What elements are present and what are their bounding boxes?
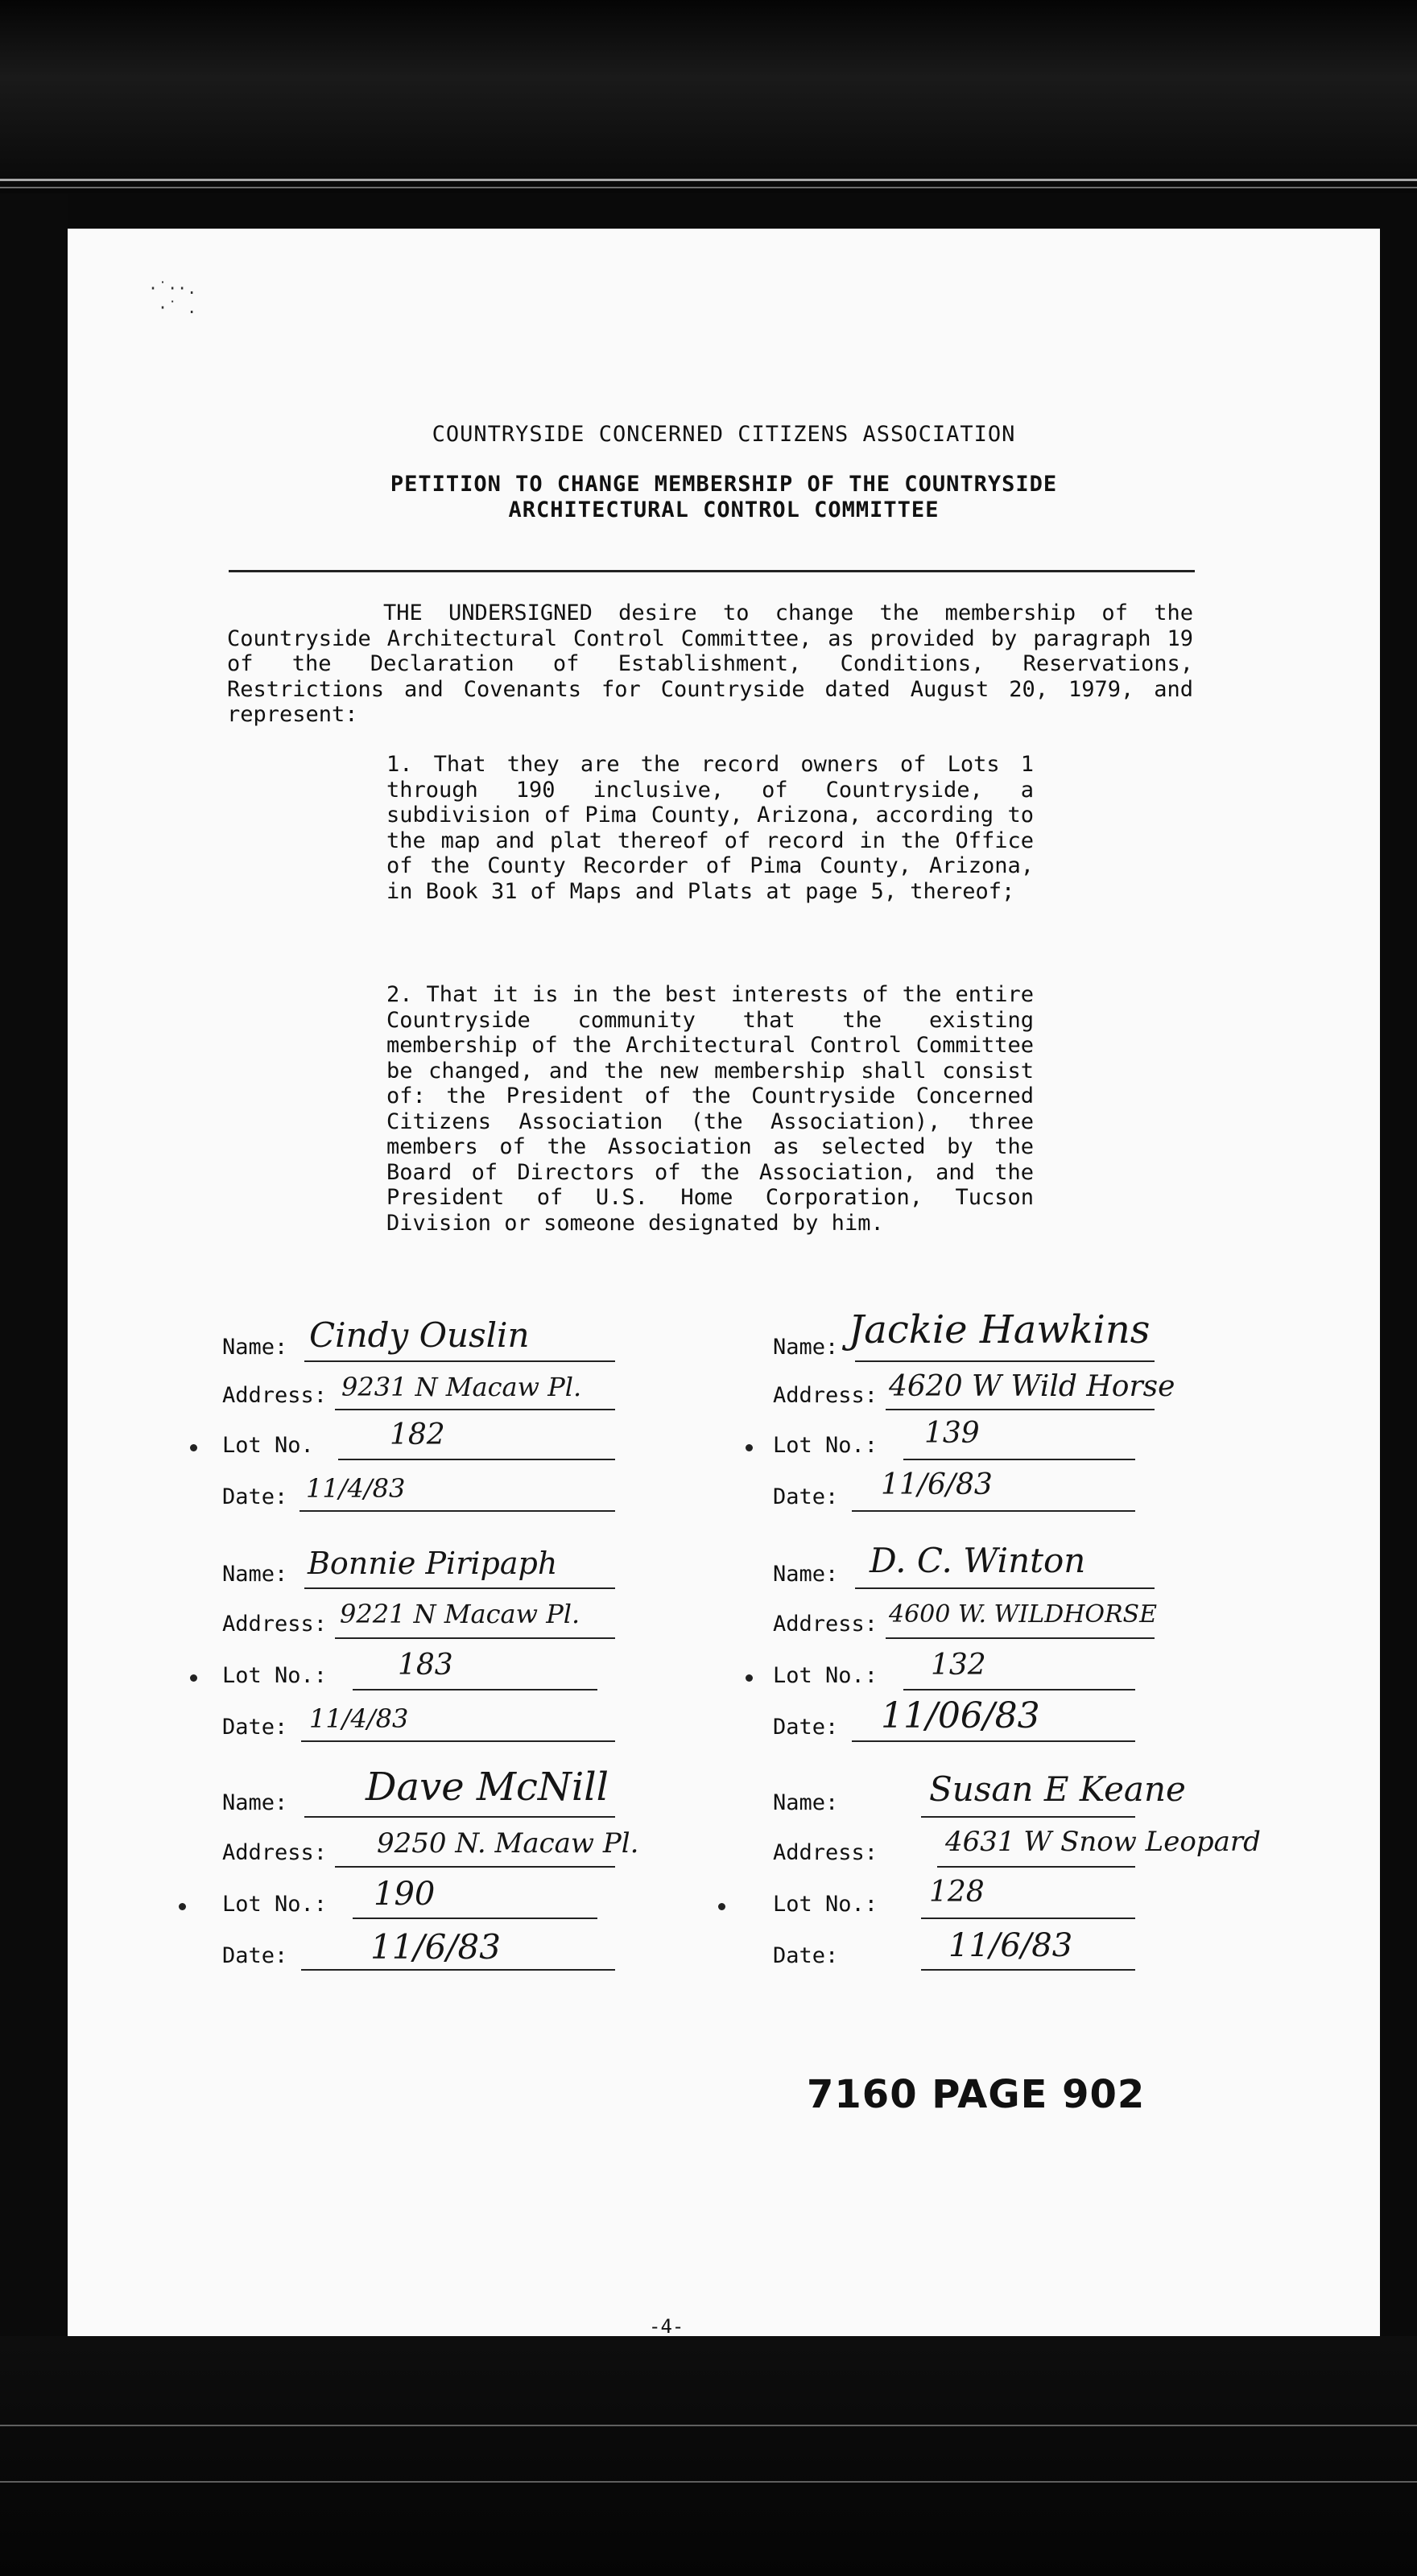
date-label: Date:: [222, 1715, 288, 1740]
date-value: 11/4/83: [306, 1473, 406, 1504]
date-line: [921, 1969, 1135, 1971]
date-label: Date:: [773, 1484, 839, 1509]
intro-paragraph: THE UNDERSIGNED desire to change the membership of the Countryside Architectural Control Committee, as provided by paragraph 19 of the Declaration of Establishment, Conditions, Reservations, Restrictions and Covenants for Countryside dated August 20, 1979, and represent:: [227, 601, 1193, 727]
lot-value: 139: [924, 1417, 980, 1450]
address-line: [335, 1409, 615, 1410]
address-label: Address:: [773, 1383, 878, 1408]
address-value: 4631 W Snow Leopard: [945, 1826, 1261, 1858]
scan-specks: ·˙··. ·˙ .: [148, 279, 197, 317]
date-value: 11/6/83: [948, 1927, 1073, 1964]
divider: [229, 570, 1195, 572]
address-value: 4600 W. WILDHORSE: [889, 1600, 1158, 1629]
date-line: [300, 1510, 615, 1512]
point-2-paragraph: 2. That it is in the best interests of the entire Countryside community that the existing membership of the Architectural Control Committee be changed, and the new membership shall consist of: the President of the Countryside Concerned Citizens Association (the Association), three members of the Association as selected by the Board of Directors of the Association, and the President of U.S. Home Corporation, Tucson Division or someone designated by him.: [386, 982, 1034, 1236]
address-label: Address:: [222, 1840, 328, 1865]
lot-value: 190: [374, 1876, 436, 1913]
page-number: -4-: [649, 2315, 684, 2338]
scan-left-border: [0, 193, 68, 2576]
petition-title-line2: ARCHITECTURAL CONTROL COMMITTEE: [508, 497, 940, 522]
date-value: 11/6/83: [370, 1927, 501, 1967]
date-value: 11/06/83: [881, 1695, 1040, 1736]
lot-label: Lot No.:: [773, 1663, 878, 1688]
bullet: [746, 1674, 753, 1682]
address-value: 9231 N Macaw Pl.: [341, 1372, 582, 1402]
lot-label: Lot No.: [222, 1433, 314, 1458]
date-label: Date:: [222, 1943, 288, 1968]
name-label: Name:: [222, 1335, 288, 1360]
name-line: [304, 1360, 615, 1362]
document-page: [68, 229, 1380, 2336]
scan-bottom-border: [0, 2336, 1417, 2576]
bullet: [190, 1444, 197, 1451]
address-value: 9221 N Macaw Pl.: [340, 1599, 580, 1629]
address-line: [886, 1409, 1155, 1410]
address-label: Address:: [222, 1383, 328, 1408]
lot-label: Lot No.:: [773, 1892, 878, 1917]
date-line: [301, 1969, 615, 1971]
signature: Susan E Keane: [929, 1769, 1186, 1809]
address-label: Address:: [773, 1612, 878, 1637]
lot-label: Lot No.:: [773, 1433, 878, 1458]
address-line: [886, 1637, 1155, 1639]
date-label: Date:: [222, 1484, 288, 1509]
lot-line: [353, 1689, 597, 1690]
address-label: Address:: [222, 1612, 328, 1637]
lot-line: [353, 1918, 597, 1919]
bullet: [746, 1444, 753, 1451]
address-line: [335, 1866, 615, 1868]
recording-stamp: 7160 PAGE 902: [807, 2072, 1146, 2117]
scan-top-border: [0, 0, 1417, 193]
address-value: 9250 N. Macaw Pl.: [377, 1827, 639, 1860]
name-line: [855, 1587, 1155, 1589]
address-line: [937, 1866, 1135, 1868]
bullet: [718, 1903, 725, 1910]
signature: Jackie Hawkins: [849, 1307, 1151, 1352]
name-line: [304, 1587, 615, 1589]
lot-value: 183: [398, 1649, 453, 1682]
lot-value: 132: [931, 1649, 986, 1682]
date-label: Date:: [773, 1715, 839, 1740]
date-value: 11/4/83: [309, 1703, 409, 1734]
address-line: [335, 1637, 615, 1639]
point-1-paragraph: 1. That they are the record owners of Lots 1 through 190 inclusive, of Countryside, a subdivision of Pima County, Arizona, according to the map and plat thereof of record in the Office of the County Recorder of Pima County, Arizona, in Book 31 of Maps and Plats at page 5, thereof;: [386, 752, 1034, 904]
signature: Bonnie Piripaph: [308, 1546, 558, 1581]
name-label: Name:: [773, 1790, 839, 1815]
signature: D. C. Winton: [870, 1541, 1086, 1580]
name-line: [855, 1360, 1155, 1362]
lot-line: [903, 1459, 1135, 1460]
lot-value: 182: [390, 1418, 445, 1451]
bullet: [190, 1674, 197, 1682]
name-label: Name:: [773, 1562, 839, 1587]
org-name: COUNTRYSIDE CONCERNED CITIZENS ASSOCIATION: [432, 422, 1016, 447]
date-line: [852, 1510, 1135, 1512]
name-line: [304, 1816, 615, 1818]
signature: Cindy Ouslin: [309, 1315, 530, 1355]
date-line: [301, 1740, 615, 1742]
address-value: 4620 W Wild Horse: [889, 1370, 1175, 1403]
lot-label: Lot No.:: [222, 1892, 328, 1917]
lot-value: 128: [929, 1876, 985, 1909]
bullet: [179, 1903, 186, 1910]
petition-title-line1: PETITION TO CHANGE MEMBERSHIP OF THE COUNTRYSIDE: [390, 472, 1058, 497]
lot-label: Lot No.:: [222, 1663, 328, 1688]
name-line: [921, 1816, 1135, 1818]
date-line: [852, 1740, 1135, 1742]
name-label: Name:: [773, 1335, 839, 1360]
address-label: Address:: [773, 1840, 878, 1865]
lot-line: [921, 1918, 1135, 1919]
lot-line: [903, 1689, 1135, 1690]
name-label: Name:: [222, 1790, 288, 1815]
signature: Dave McNill: [366, 1765, 609, 1810]
date-label: Date:: [773, 1943, 839, 1968]
lot-line: [338, 1459, 615, 1460]
name-label: Name:: [222, 1562, 288, 1587]
date-value: 11/6/83: [881, 1468, 993, 1501]
